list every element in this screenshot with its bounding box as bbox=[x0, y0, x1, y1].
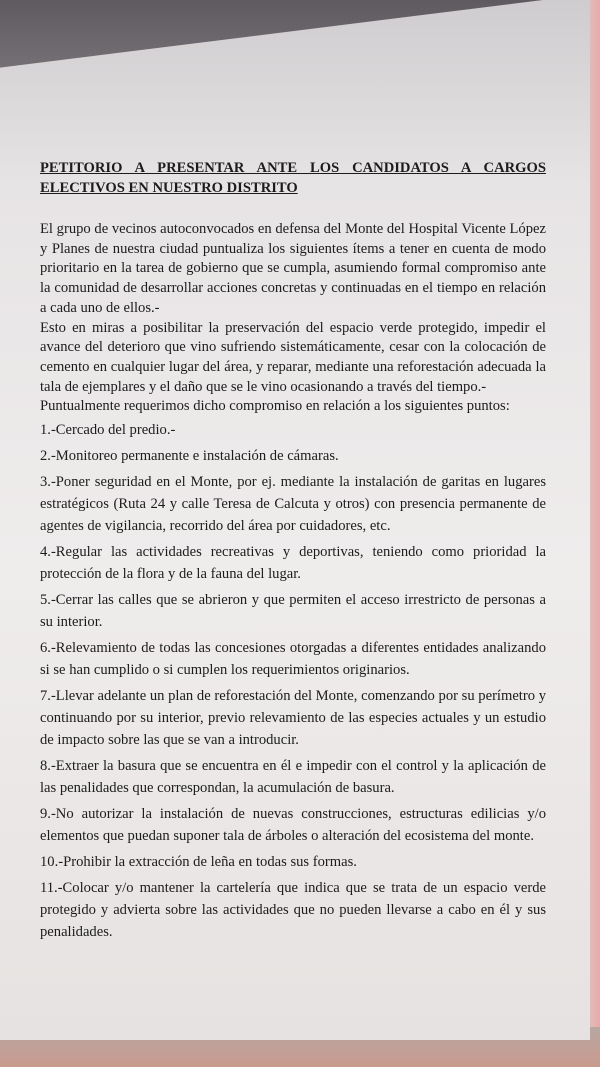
points-list bbox=[40, 419, 546, 943]
list-item: 2.-Monitoreo permanente e instalación de cámaras. bbox=[40, 448, 339, 465]
list-item: 6.-Relevamiento de todas las concesiones otorgadas a diferentes entidades analizando si se han cumplido o si cumplen los requerimientos originarios. bbox=[40, 640, 546, 679]
list-item: 10.-Prohibir la extracción de leña en todas sus formas. bbox=[40, 854, 357, 871]
intro-paragraph: El grupo de vecinos autoconvocados en defensa del Monte del Hospital Vicente López y Planes de nuestra ciudad puntualiza los siguientes ítems a tener en cuenta de modo prioritario en la tarea de gobierno que se cumpla, asumiendo formal compromiso ante la comunidad de desarrollar acciones concretas y continuadas en el tiempo en relación a cada uno de ellos.- bbox=[40, 221, 546, 316]
request-paragraph: Puntualmente requerimos dicho compromiso en relación a los siguientes puntos: bbox=[40, 398, 510, 415]
list-item: 11.-Colocar y/o mantener la cartelería que indica que se trata de un espacio verde protegido y advierta sobre las actividades que no pueden llevarse a cabo en él y sus penalidades. bbox=[40, 880, 546, 941]
document-heading: PETITORIO A PRESENTAR ANTE LOS CANDIDATOS A CARGOS ELECTIVOS EN NUESTRO DISTRITO bbox=[40, 160, 546, 196]
list-item: 5.-Cerrar las calles que se abrieron y que permiten el acceso irrestricto de personas a su interior. bbox=[40, 592, 546, 631]
list-item: 3.-Poner seguridad en el Monte, por ej. mediante la instalación de garitas en lugares estratégicos (Ruta 24 y calle Teresa de Calcuta y otros) con presencia permanente de agentes de vigilancia, recorrido del área por cuidadores, etc. bbox=[40, 474, 546, 535]
document-body bbox=[40, 158, 546, 943]
list-item: 8.-Extraer la basura que se encuentra en él e impedir con el control y la aplicación de las penalidades que correspondan, la acumulación de basura. bbox=[40, 758, 546, 797]
list-item: 7.-Llevar adelante un plan de reforestación del Monte, comenzando por su perímetro y continuando por su interior, previo relevamiento de las especies actuales y un estudio de impacto sobre las que se van a introducir. bbox=[40, 688, 546, 749]
purpose-paragraph: Esto en miras a posibilitar la preservación del espacio verde protegido, impedir el avance del deterioro que vino sufriendo sistemáticamente, cesar con la colocación de cemento en cualquier lugar del área, y reparar, mediante una reforestación adecuada la tala de ejemplares y el daño que se le vino ocasionando a través del tiempo.- bbox=[40, 319, 546, 395]
list-item: 9.-No autorizar la instalación de nuevas construcciones, estructuras edilicias y/o elementos que puedan suponer tala de árboles o alteración del ecosistema del monte. bbox=[40, 806, 546, 845]
list-item: 4.-Regular las actividades recreativas y deportivas, teniendo como prioridad la protección de la flora y de la fauna del lugar. bbox=[40, 544, 546, 583]
list-item: 1.-Cercado del predio.- bbox=[40, 422, 176, 439]
